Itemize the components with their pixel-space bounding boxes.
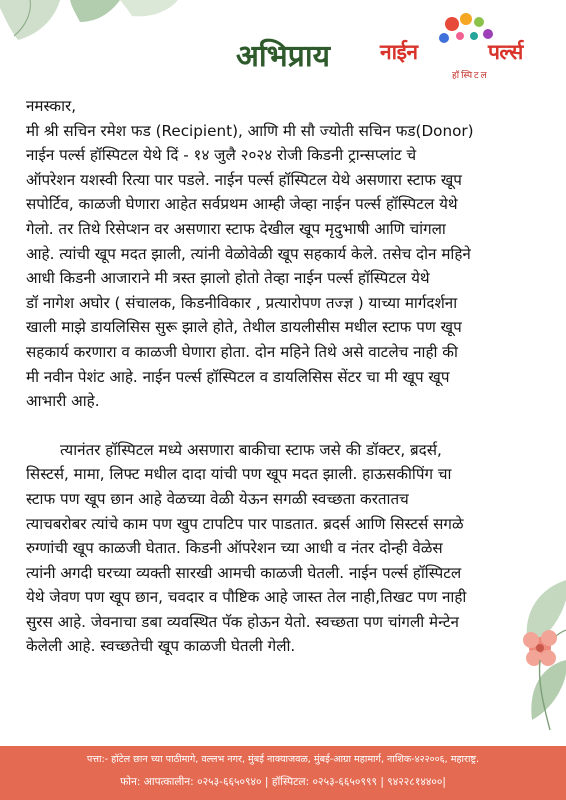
paragraph-2	[26, 438, 546, 659]
paragraph-1	[26, 94, 546, 414]
text-line: आधी किडनी आजाराने मी त्रस्त झालो होतो तेव्हा नाईन पर्ल्स हॉस्पिटल येथे	[26, 269, 430, 288]
text-line: येथे जेवण पण खूप छान, चवदार व पौष्टिक आहे जास्त तेल नाही,तिखट पण नाही	[26, 588, 467, 607]
logo-word-right: पर्ल्स	[488, 40, 523, 64]
page-title: अभिप्राय	[235, 39, 331, 74]
paragraph-spacer	[26, 414, 546, 438]
text-line: मी श्री सचिन रमेश फड (Recipient), आणि मी सौ ज्योती सचिन फड(Donor)	[26, 121, 474, 140]
text-line: नमस्कार,	[26, 97, 77, 115]
logo-word-left: नाईन	[380, 40, 418, 64]
text-line: खाली माझे डायलिसिस सुरू झाले होते, तेथील डायलीसीस मधील स्टाफ पण खूप	[26, 318, 462, 337]
text-line: रुग्णांची खूप काळजी घेतात. किडनी ऑपरेशन च्या आधी व नंतर दोन्ही वेळेस	[26, 539, 443, 558]
text-line: नाईन पर्ल्स हॉस्पिटल येथे दिं - १४ जुलै २०२४ रोजी किडनी ट्रान्सप्लांट चे	[26, 146, 417, 165]
text-line: गेलो. तर तिथे रिसेप्शन वर असणारा स्टाफ देखील खूप मृदुभाषी आणि चांगला	[26, 219, 446, 238]
logo-subtitle: हॉस्पिटल	[452, 71, 489, 81]
text-line: सुरस आहे. जेवनाचा डबा व्यवस्थित पॅक होऊन येतो. स्वच्छता पण चांगली मेन्टेन	[26, 612, 459, 631]
text-line: डॉ नागेश अघोर ( संचालक, किडनीविकार , प्रत्यारोपण तज्ज्ञ ) याच्या मार्गदर्शना	[26, 293, 458, 312]
footer-address: पत्ता:- हॉटेल छान च्या पाठीमागे, वल्लभ नगर, मुंबई नाक्याजवळ, मुंबई-आग्रा महामार्ग, नाशिक-४२२००६, महाराष्ट्र.	[86, 754, 480, 765]
text-line: सिस्टर्स, मामा, लिफ्ट मधील दादा यांची पण खूप मदत झाली. हाऊसकीपिंग चा	[26, 465, 452, 484]
text-line: मी नवीन पेशंट आहे. नाईन पर्ल्स हॉस्पिटल व डायलिसिस सेंटर चा मी खूप खूप	[26, 367, 450, 386]
footer-phones: फोन: आपत्कालीन: ०२५३-६६५०९४० | हॉस्पिटल: ०२५३-६६५०९९९ | ९४२२८१४४००|	[120, 776, 446, 788]
text-line: त्यांनी अगदी घरच्या व्यक्ती सारखी आमची काळजी घेतली. नाईन पर्ल्स हॉस्पिटल	[26, 563, 462, 582]
footer-bar	[0, 746, 566, 800]
text-line: केलेली आहे. स्वच्छतेची खूप काळजी घेतली गेली.	[26, 637, 296, 656]
text-line: त्याचबरोबर त्यांचे काम पण खुप टापटिप पार पाडतात. ब्रदर्स आणि सिस्टर्स सगळे	[26, 514, 464, 533]
logo-dot	[445, 17, 459, 31]
text-line: ऑपरेशन यशस्वी रित्या पार पडले. नाईन पर्ल्स हॉस्पिटल येथे असणारा स्टाफ खूप	[26, 170, 462, 189]
text-line: स्टाफ पण खूप छान आहे वेळच्या वेळी येऊन सगळी स्वच्छता करतातच	[26, 489, 409, 508]
text-line: सहकार्य करणारा व काळजी घेणारा होता. दोन महिने तिथे असे वाटलेच नाही की	[26, 342, 458, 361]
text-line: त्यानंतर हॉस्पिटल मध्ये असणारा बाकीचा स्टाफ जसे की डॉक्टर, ब्रदर्स,	[60, 440, 442, 459]
text-line: आहे. त्यांची खूप मदत झाली, त्यांनी वेळोवेळी खूप सहकार्य केले. तसेच दोन महिने	[26, 244, 471, 263]
logo-dot	[474, 17, 484, 27]
text-line: सपोर्टिव, काळजी घेणारा आहेत सर्वप्रथम आम्ही जेव्हा नाईन पर्ल्स हॉस्पिटल येथे	[26, 195, 458, 214]
letter-body	[26, 94, 546, 659]
logo-dot	[460, 13, 472, 25]
text-line: आभारी आहे.	[26, 392, 100, 411]
